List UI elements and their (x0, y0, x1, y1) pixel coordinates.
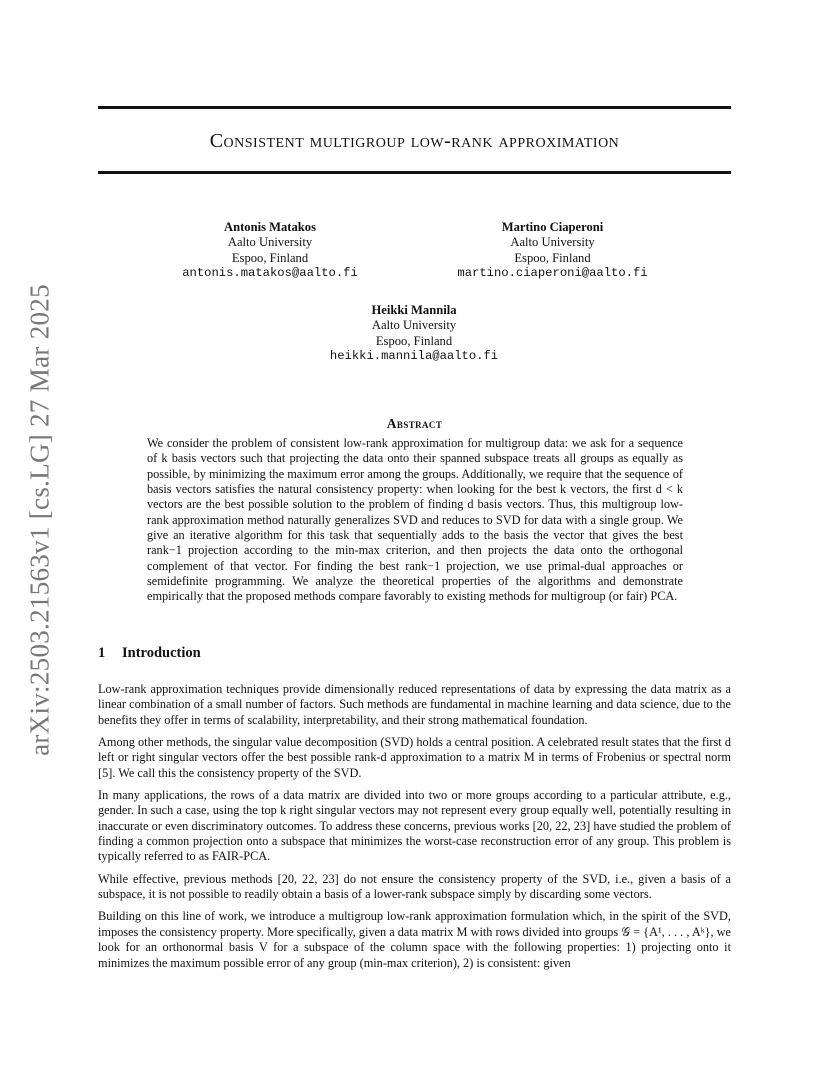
paragraph: Among other methods, the singular value decomposition (SVD) holds a central position. A celebrated result states that the first d left or right singular vectors offer the best possible rank-d approximation to a matrix M in terms of Frobenius or spectral norm [5]. We call this the consistency property of the SVD. (98, 735, 731, 780)
author-name: Antonis Matakos (223, 220, 317, 234)
paragraph: Low-rank approximation techniques provide dimensionally reduced representations of data by expressing the data matrix as a linear combination of a small number of factors. Such methods are fundamental in machine learning and data science, due to the benefits they offer in terms of scalability, interpretability, and their strong mathematical foundation. (98, 682, 731, 727)
section-heading (98, 645, 201, 662)
paper-title: Consistent multigroup low-rank approximation (209, 130, 620, 152)
section-title: Introduction (122, 645, 201, 661)
arxiv-identifier: arXiv:2503.21563v1 [cs.LG] 27 Mar 2025 (24, 284, 55, 756)
author-location: Espoo, Finland (375, 333, 453, 348)
author-email[interactable]: martino.ciaperoni@aalto.fi (457, 265, 648, 280)
paragraph: Building on this line of work, we introduce a multigroup low-rank approximation formulation which, in the spirit of the SVD, imposes the consistency property. More specifically, given a data matrix M with rows divided into groups 𝒢 = {A¹, . . . , Aᵏ}, we look for an orthonormal basis V for a subspace of the column space with the following properties: 1) projecting onto it minimizes the maximum possible error of any group (min-max criterion), 2) is consistent: given (98, 909, 731, 970)
author-name: Martino Ciaperoni (501, 220, 604, 234)
title-bottom-rule (98, 171, 731, 174)
author-name: Heikki Mannila (371, 303, 457, 317)
body-text (98, 682, 731, 978)
author-location: Espoo, Finland (514, 250, 591, 265)
paragraph: While effective, previous methods [20, 22, 23] do not ensure the consistency property of the SVD, i.e., given a basis of a subspace, it is not possible to readily obtain a basis of a lower-rank subspace simply by discarding some vectors. (98, 871, 731, 902)
abstract-text: We consider the problem of consistent low-rank approximation for multigroup data: we ask for a sequence of k basis vectors such that projecting the data onto their spanned subspace treats all groups as equally as possible, by minimizing the maximum error among the groups. Additionally, we require that the sequence of basis vectors satisfies the natural consistency property: when looking for the best k vectors, the first d < k vectors are the best possible solution to the problem of finding d basis vectors. Thus, this multigroup low-rank approximation method naturally generalizes SVD and reduces to SVD for data with a single group. We give an iterative algorithm for this task that sequentially adds to the basis the vector that gives the best rank−1 projection according to the min-max criterion, and then projects the data onto the orthogonal complement of that vector. For finding the best rank−1 projection, we use primal-dual approaches or semidefinite programming. We analyze the theoretical properties of the algorithms and demonstrate empirically that the proposed methods compare favorably to existing methods for multigroup (or fair) PCA. (147, 436, 683, 604)
paragraph: In many applications, the rows of a data matrix are divided into two or more groups according to a particular attribute, e.g., gender. In such a case, using the top k right singular vectors may not represent every group equally well, potentially resulting in inaccurate or even discriminatory outcomes. To address these concerns, previous works [20, 22, 23] have studied the problem of finding a common projection onto a subspace that minimizes the worst-case reconstruction error of any group. This problem is typically referred to as FAIR-PCA. (98, 788, 731, 864)
author-email[interactable]: heikki.mannila@aalto.fi (329, 348, 499, 363)
author-affiliation: Aalto University (371, 318, 457, 333)
author-affiliation: Aalto University (227, 235, 313, 250)
section-number: 1 (98, 645, 106, 661)
author-affiliation: Aalto University (510, 235, 595, 250)
author-block (314, 303, 514, 364)
author-block (170, 220, 370, 281)
author-location: Espoo, Finland (231, 250, 309, 265)
title-top-rule (98, 106, 731, 109)
author-email[interactable]: antonis.matakos@aalto.fi (182, 265, 358, 280)
abstract-heading: Abstract (386, 416, 443, 431)
author-block (440, 220, 665, 281)
